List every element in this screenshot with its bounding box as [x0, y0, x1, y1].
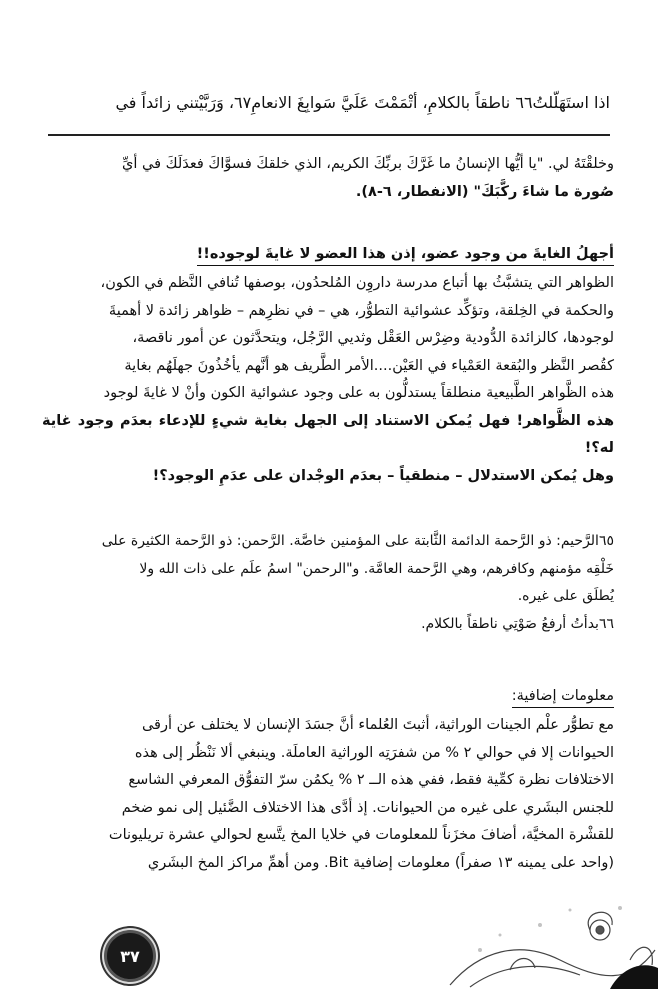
- paragraph-line: والحكمة في الخِلقة، وتؤكِّد عشوائية التطوُّر، هي – في نظرِهم – ظواهر زائدة لا أهميةَ: [108, 302, 614, 319]
- footnotes: [42, 528, 614, 638]
- paragraph-line: الظواهر التي يتشبَّثُ بها أتباع مدرسة داروِن المُلحدُون، بوصفها تُنافي النَّظم في الكون،: [100, 275, 614, 291]
- paragraph-line: للقشْرة المخيَّة، أضافَ مخزَناً للمعلومات في خلايا المخ يتَّسع لحوالي عشرة تريليونات: [108, 827, 614, 843]
- page-number-badge: [104, 930, 156, 982]
- footnote-line: خَلْقِه مؤمنهم وكافرهم، وهي الرَّحمة العامَّة. و"الرحمن" اسمُ علَم على ذات الله ولا: [139, 560, 614, 577]
- paragraph-line: كقُصر النَّظر والبُقعة العَمْياء في العَيْن....الأمر الطَّريف هو أنَّهم يأخُذُونَ جهلَهُم بغاية: [124, 357, 614, 374]
- section-heading: معلومات إضافية:: [512, 686, 614, 708]
- section-heading: أجهلُ الغايةَ من وجود عضو، إذن هذا العضو لا غايةَ لوجوده!!: [197, 244, 614, 266]
- section-paragraph: [42, 270, 614, 490]
- quote-block: [44, 150, 614, 206]
- paragraph-line: لوجودها، كالزائدة الدُّودية وضِرْس العَقْل وثديي الرَّجُل، ويتحدَّثون عن أمور ناقصة،: [132, 330, 614, 346]
- section-paragraph: [42, 712, 614, 877]
- footnote-line: ٦٦بدأتُ أرفعُ صَوْتِي ناطقاً بالكلام.: [421, 615, 614, 632]
- quote-line: صُورة ما شاءَ ركَّبَكَ" (الانفطار، ٦-٨).: [355, 184, 614, 200]
- quote-line: وخلقْتَهُ لي. "يا أيُّها الإنسانُ ما غَرَّكَ بربِّكَ الكريم، الذي خلقكَ فسوَّاكَ فعدَلَكَ في أيِّ: [122, 156, 614, 172]
- paragraph-line: وهل يُمكن الاستدلال – منطقياً – بعدَم الوجْدان على عدَمِ الوجود؟!: [152, 467, 614, 484]
- section-divider: [48, 134, 610, 136]
- page-number: ٣٧: [120, 946, 140, 966]
- paragraph-line: للجنس البشَري على غيره من الحيوانات. إذ أدَّى هذا الاختلاف الضَّئيل إلى نمو ضخم: [121, 799, 614, 816]
- paragraph-line: (واحد على يمينه ١٣ صفراً) معلومات إضافية Bit. ومن أهمِّ مراكز المخ البشَري: [147, 854, 614, 871]
- floral-ornament: [440, 890, 658, 989]
- footnote-line: ٦٥الرَّحيم: ذو الرَّحمة الدائمة الثَّابتة على المؤمنين خاصَّة. الرَّحمن: ذو الرَّحمة الكثيرة على: [101, 533, 614, 549]
- paragraph-line: هذه الظَّواهر! فهل يُمكن الاستناد إلى الجهل بغاية شيءٍ للإدعاء بعدَم وجود غاية له؟!: [42, 412, 614, 456]
- paragraph-line: الحيوانات إلا في حوالي ٢ % من شفرَتِه الوراثية العاملَة. وينبغي ألا نَنْظُر إلى هذه: [134, 744, 614, 761]
- paragraph-line: مع تطوُّر علْم الجينات الوراثية، أثبتَ العُلماء أنَّ جسَدَ الإنسان لا يختلف عن أرقى: [141, 717, 614, 733]
- paragraph-line: الاختلافات نظرة كمِّية فقط، ففي هذه الــ ٢ % يكمُن سرّ التفوُّق المعرفي الشاسع: [128, 772, 614, 788]
- footnote-line: يُطلَق على غيره.: [517, 588, 614, 604]
- continued-text-line: اذا استَهَلّلتُ٦٦ ناطقاً بالكلامِ، أتْمَمْتَ عَلَيَّ سَوابِغَ الانعامِ٦٧، وَرَبَّيْتني زائداً في: [115, 93, 610, 112]
- paragraph-line: هذه الظَّواهر الطَّبيعية منطلقاً يستدلُّون به على وجود عشوائية الكون وأنْ لا غايةَ لوجود: [103, 385, 614, 401]
